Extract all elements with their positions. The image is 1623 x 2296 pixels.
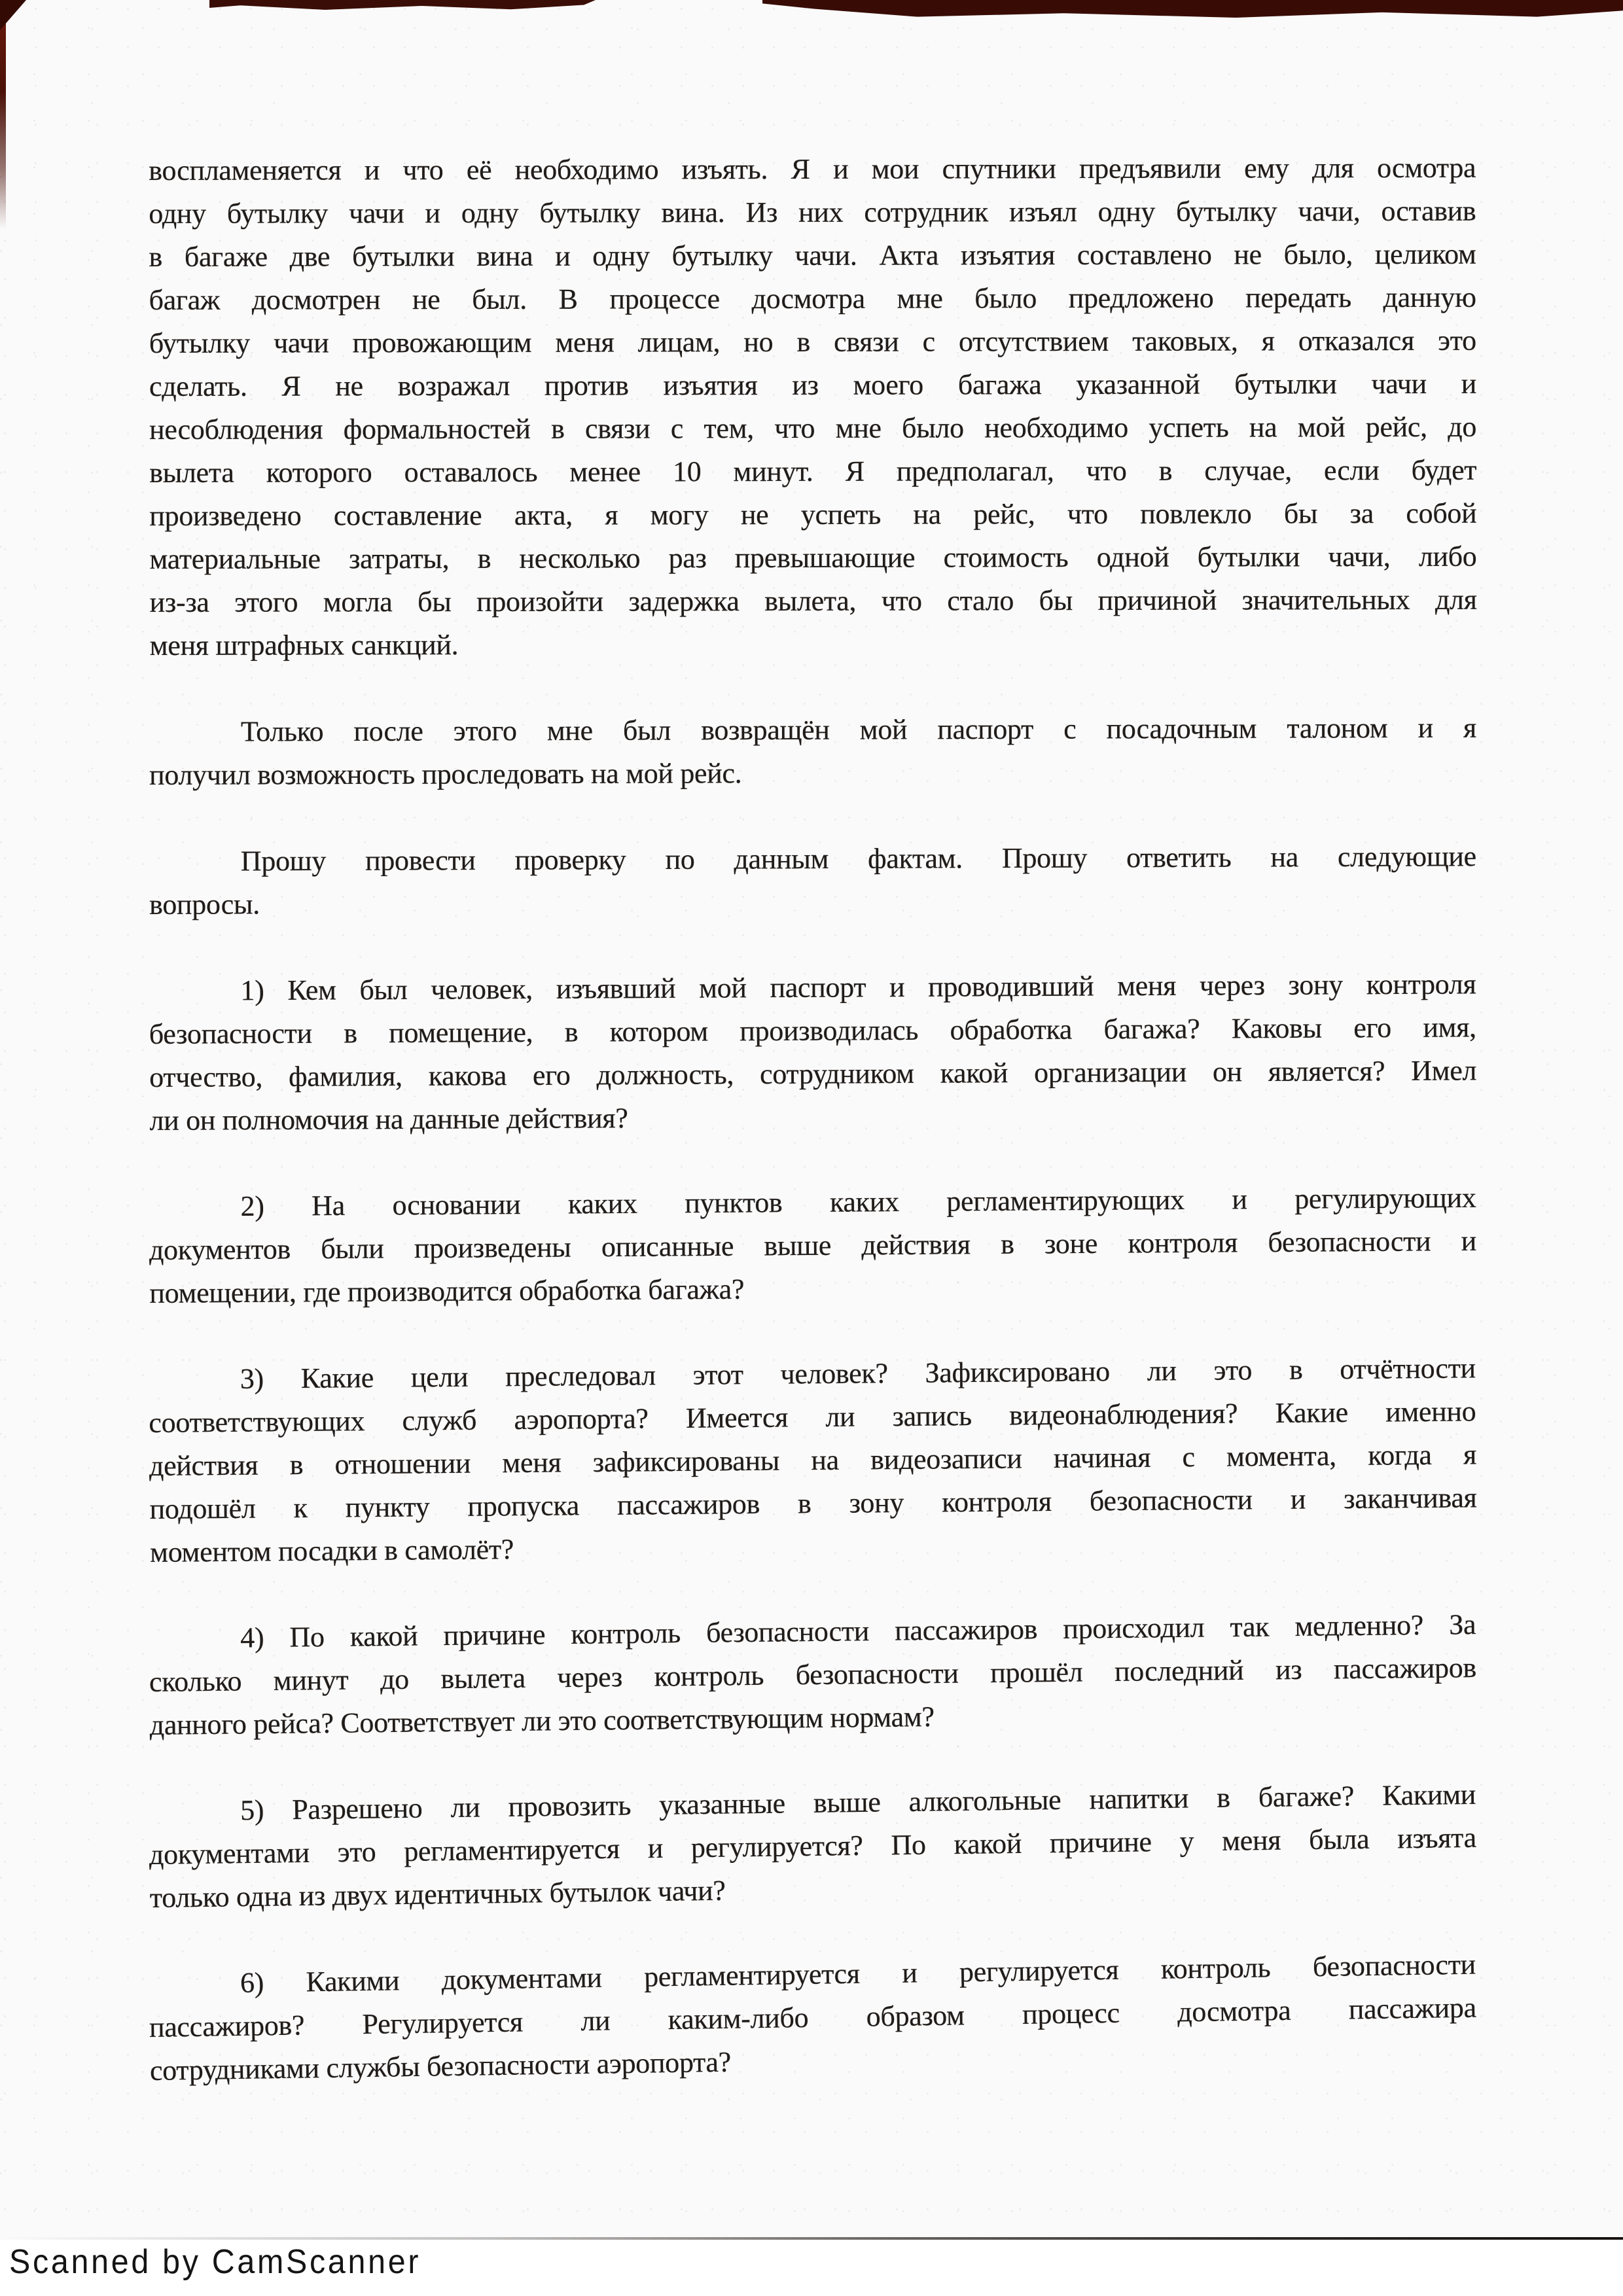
camscanner-watermark: Scanned by CamScanner	[9, 2243, 421, 2281]
scan-footer	[0, 2240, 1623, 2296]
text-line: подошёл к пункту пропуска пассажиров в зону контроля безопасности и заканчивая	[149, 1481, 1477, 1525]
question-5	[149, 1773, 1477, 1920]
text-line: 6) Какими документами регламентируется и регулируется контроль безопасности	[240, 1948, 1476, 1999]
question-3	[149, 1347, 1478, 1574]
text-line: 3) Какие цели преследовал этот человек? Зафиксировано ли это в отчётности	[240, 1352, 1476, 1395]
text-line: получил возможность проследовать на мой рейс.	[149, 757, 742, 791]
paragraph-passport-returned	[149, 707, 1476, 797]
question-1	[149, 963, 1476, 1142]
question-2	[149, 1176, 1476, 1315]
question-6	[149, 1943, 1478, 2093]
text-line: материальные затраты, в несколько раз превышающие стоимость одной бутылки чачи, либо	[149, 540, 1477, 575]
text-line: из-за этого могла бы произойти задержка вылета, что стало бы причиной значительных для	[149, 583, 1477, 618]
text-line: вопросы.	[149, 888, 260, 921]
text-line: произведено составление акта, я могу не успеть на рейс, что повлекло бы за собой	[149, 497, 1477, 532]
text-line: ли он полномочия на данные действия?	[149, 1102, 628, 1137]
paragraph-request	[149, 835, 1476, 927]
text-line: сделать. Я не возражал против изъятия из моего багажа указанной бутылки чачи и	[149, 367, 1476, 402]
text-line: пассажиров? Регулируется ли каким-либо образом процесс досмотра пассажира	[149, 1991, 1477, 2043]
text-line: соответствующих служб аэропорта? Имеется ли запись видеонаблюдения? Какие именно	[149, 1395, 1476, 1439]
text-line: действия в отношении меня зафиксированы на видеозаписи начиная с момента, когда я	[149, 1438, 1477, 1482]
text-line: 2) На основании каких пунктов каких регламентирующих и регулирующих	[240, 1181, 1476, 1223]
text-line: воспламеняется и что её необходимо изъять. Я и мои спутники предъявили ему для осмотра	[149, 151, 1476, 187]
text-line: моментом посадки в самолёт?	[149, 1533, 514, 1568]
question-4	[149, 1603, 1477, 1747]
text-line: отчество, фамилия, какова его должность, сотрудником какой организации он является? Имел	[149, 1054, 1477, 1093]
scan-edge-top-right	[762, 0, 1623, 18]
text-line: 1) Кем был человек, изъявший мой паспорт и проводивший меня через зону контроля	[240, 968, 1476, 1007]
text-line: безопасности в помещение, в котором производилась обработка багажа? Каковы его имя,	[149, 1011, 1476, 1051]
scan-edge-top-left	[209, 0, 596, 10]
text-line: документов были произведены описанные выше действия в зоне контроля безопасности и	[149, 1224, 1477, 1266]
text-line: 4) По какой причине контроль безопасности пассажиров происходил так медленно? За	[240, 1608, 1476, 1654]
text-line: одну бутылку чачи и одну бутылку вина. Из них сотрудник изъял одну бутылку чачи, оставив	[149, 194, 1476, 230]
text-line: багаж досмотрен не был. В процессе досмотра мне было предложено передать данную	[149, 281, 1476, 317]
scan-corner-top-left	[0, 0, 26, 30]
text-line: помещении, где производится обработка багажа?	[149, 1273, 745, 1309]
text-line: сотрудниками службы безопасности аэропорта?	[149, 2045, 732, 2087]
text-line: только одна из двух идентичных бутылок чачи?	[149, 1874, 726, 1914]
text-line: несоблюдения формальностей в связи с тем, что мне было необходимо успеть на мой рейс, до	[149, 410, 1477, 446]
text-line: вылета которого оставалось менее 10 минут. Я предполагал, что в случае, если будет	[149, 453, 1477, 489]
scan-edge-left	[0, 0, 6, 229]
text-line: сколько минут до вылета через контроль безопасности прошёл последний из пассажиров	[149, 1651, 1477, 1698]
text-line: в багаже две бутылки вина и одну бутылку чачи. Акта изъятия составлено не было, целиком	[149, 238, 1476, 274]
document-body	[149, 149, 1476, 2093]
text-line: документами это регламентируется и регулируется? По какой причине у меня была изъята	[149, 1821, 1477, 1871]
text-line: Только после этого мне был возвращён мой паспорт с посадочным талоном и я	[240, 711, 1476, 748]
text-line: 5) Разрешено ли провозить указанные выше алкогольные напитки в багаже? Какими	[240, 1778, 1476, 1827]
text-line: меня штрафных санкций.	[149, 629, 459, 662]
paragraph-continuation	[149, 147, 1477, 667]
text-line: бутылку чачи провожающим меня лицам, но в связи с отсутствием таковых, я отказался это	[149, 324, 1476, 360]
text-line: данного рейса? Соответствует ли это соответствующим нормам?	[149, 1701, 935, 1741]
text-line: Прошу провести проверку по данным фактам. Прошу ответить на следующие	[240, 840, 1476, 877]
